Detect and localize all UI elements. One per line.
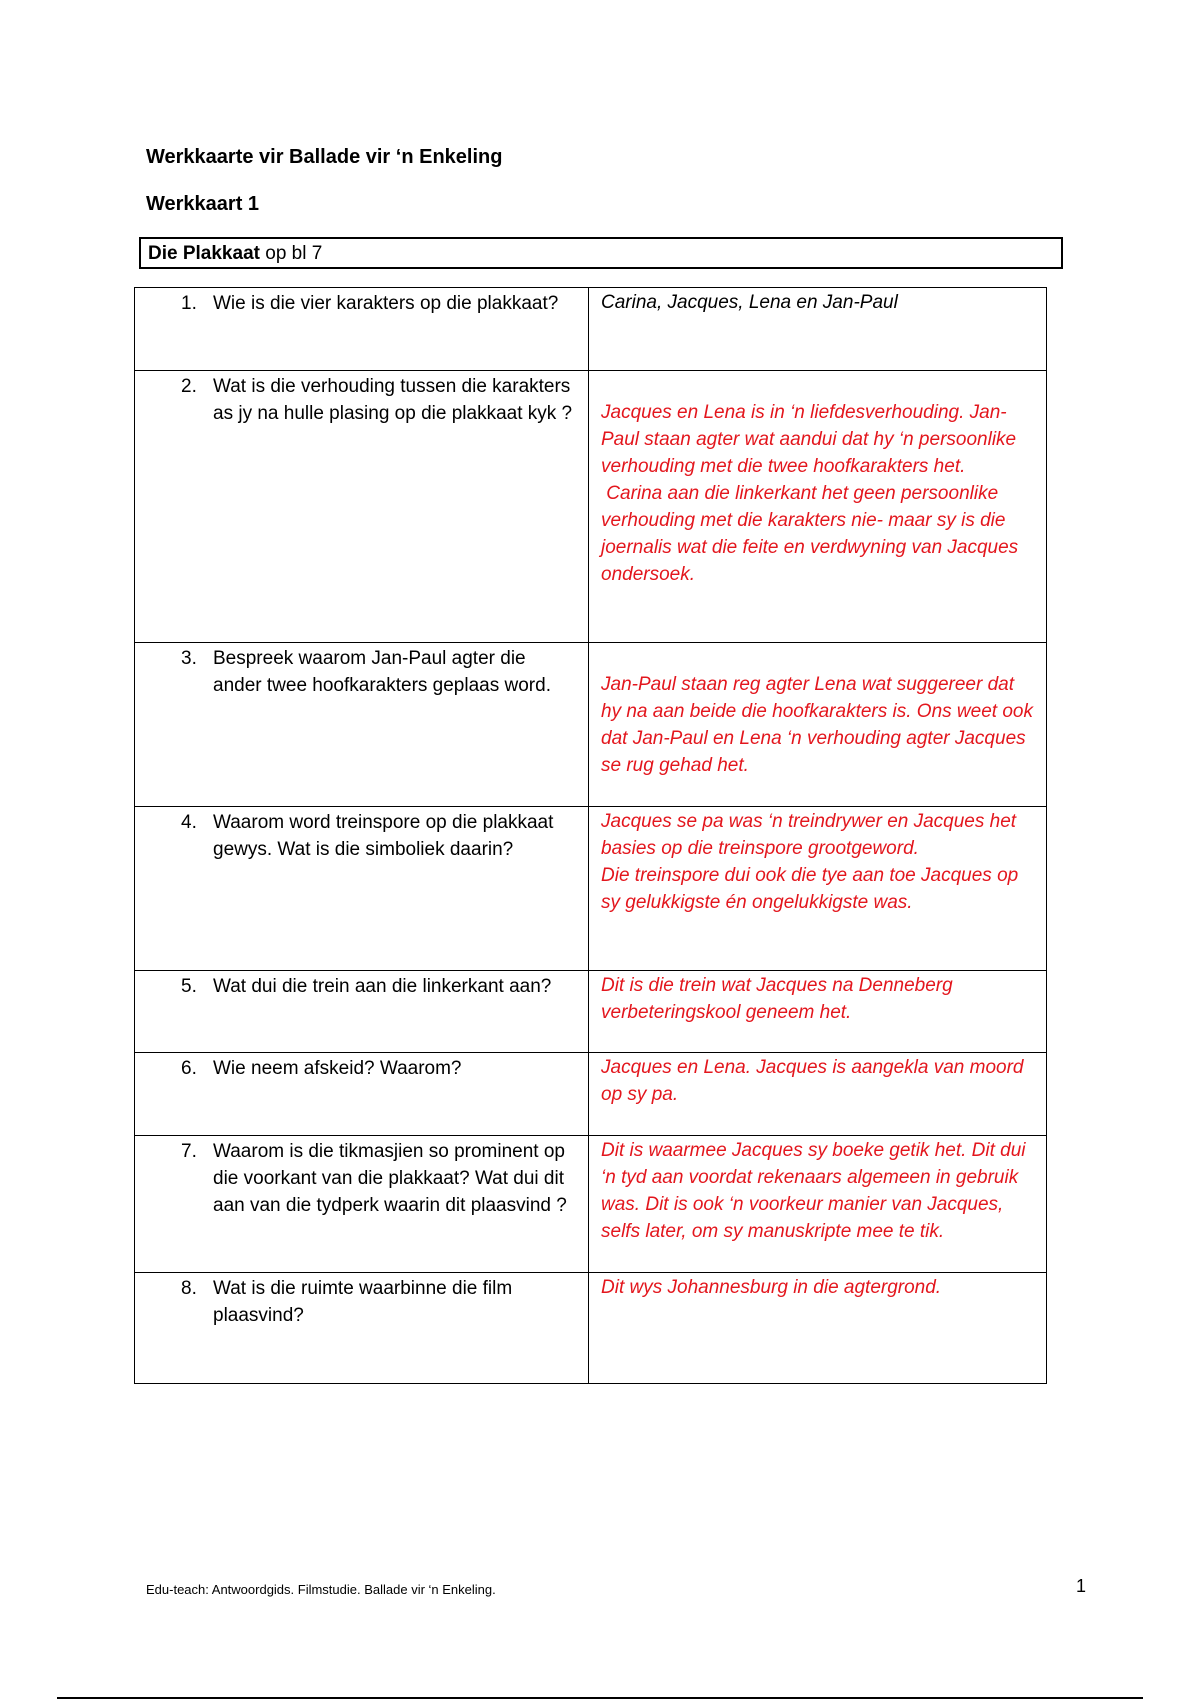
question-text: Wat is die ruimte waarbinne die film plaasvind? — [213, 1278, 513, 1326]
document-title: Werkkaarte vir Ballade vir ‘n Enkeling — [146, 146, 503, 168]
footer-text: Edu-teach: Antwoordgids. Filmstudie. Ballade vir ‘n Enkeling. — [146, 1582, 496, 1597]
question-cell — [135, 288, 589, 371]
question-number: 1. — [181, 293, 197, 314]
answer-cell — [589, 807, 1047, 971]
question-text: Wie is die vier karakters op die plakkaat? — [213, 293, 559, 314]
question-number: 3. — [181, 648, 197, 669]
question-text: Waarom word treinspore op die plakkaat gewys. Wat is die simboliek daarin? — [213, 812, 554, 860]
question-number: 5. — [181, 976, 197, 997]
bottom-divider — [57, 1697, 1143, 1699]
answer-text: Dit is waarmee Jacques sy boeke getik het. Dit dui ‘n tyd aan voordat rekenaars algemeen in gebruik was. Dit is ook ‘n voorkeur manier van Jacques, selfs later, om sy manuskripte mee te tik. — [601, 1140, 1026, 1242]
question-cell — [135, 1136, 589, 1273]
question-cell — [135, 971, 589, 1053]
answer-cell — [589, 1273, 1047, 1384]
question-text: Waarom is die tikmasjien so prominent op die voorkant van die plakkaat? Wat dui dit aan van die tydperk waarin dit plaasvind ? — [213, 1141, 567, 1216]
question-text: Wat is die verhouding tussen die karakters as jy na hulle plasing op die plakkaat kyk ? — [213, 376, 573, 424]
table-row — [135, 371, 1047, 643]
answer-text: Carina, Jacques, Lena en Jan-Paul — [601, 292, 898, 313]
question-text: Wat dui die trein aan die linkerkant aan? — [213, 976, 552, 997]
answer-text: Dit is die trein wat Jacques na Denneberg verbeteringskool geneem het. — [601, 975, 953, 1023]
question-number: 6. — [181, 1058, 197, 1079]
question-number: 2. — [181, 376, 197, 397]
question-cell — [135, 1273, 589, 1384]
question-number: 7. — [181, 1141, 197, 1162]
worksheet-title: Werkkaart 1 — [146, 193, 260, 215]
table-row — [135, 971, 1047, 1053]
table-row — [135, 1273, 1047, 1384]
answer-text: Jacques en Lena. Jacques is aangekla van moord op sy pa. — [601, 1057, 1024, 1105]
table-row — [135, 643, 1047, 807]
answer-cell — [589, 643, 1047, 807]
question-number: 4. — [181, 812, 197, 833]
question-number: 8. — [181, 1278, 197, 1299]
answer-cell — [589, 971, 1047, 1053]
table-row — [135, 1053, 1047, 1136]
question-text: Bespreek waarom Jan-Paul agter die ander twee hoofkarakters geplaas word. — [213, 648, 551, 696]
answer-text: Dit wys Johannesburg in die agtergrond. — [601, 1277, 942, 1298]
question-cell — [135, 1053, 589, 1136]
question-cell — [135, 371, 589, 643]
answer-text: Jacques en Lena is in ‘n liefdesverhouding. Jan-Paul staan agter wat aandui dat hy ‘n persoonlike verhouding met die twee hoofkarakters het. — [601, 402, 1017, 477]
poster-label: Die Plakkaat — [148, 243, 260, 264]
table-row — [135, 288, 1047, 371]
question-text: Wie neem afskeid? Waarom? — [213, 1058, 462, 1079]
answer-text: Die treinspore dui ook die tye aan toe Jacques op sy gelukkigste én ongelukkigste was. — [601, 865, 1019, 913]
poster-page-ref: op bl 7 — [259, 243, 323, 264]
poster-reference-box — [139, 237, 1063, 269]
question-answer-table — [134, 287, 1047, 1384]
answer-cell — [589, 1053, 1047, 1136]
answer-cell — [589, 1136, 1047, 1273]
question-cell — [135, 643, 589, 807]
answer-text: Carina aan die linkerkant het geen persoonlike verhouding met die karakters nie- maar sy is die joernalis wat die feite en verdwyning van Jacques ondersoek. — [601, 483, 1024, 585]
answer-cell — [589, 371, 1047, 643]
table-row — [135, 1136, 1047, 1273]
page-number: 1 — [1076, 1576, 1087, 1596]
answer-cell — [589, 288, 1047, 371]
answer-text: Jacques se pa was ‘n treindrywer en Jacques het basies op die treinspore grootgeword. — [601, 811, 1017, 859]
answer-text: Jan-Paul staan reg agter Lena wat suggereer dat hy na aan beide die hoofkarakters is. Ons weet ook dat Jan-Paul en Lena ‘n verhouding agter Jacques se rug gehad het. — [601, 674, 1033, 776]
question-cell — [135, 807, 589, 971]
table-row — [135, 807, 1047, 971]
